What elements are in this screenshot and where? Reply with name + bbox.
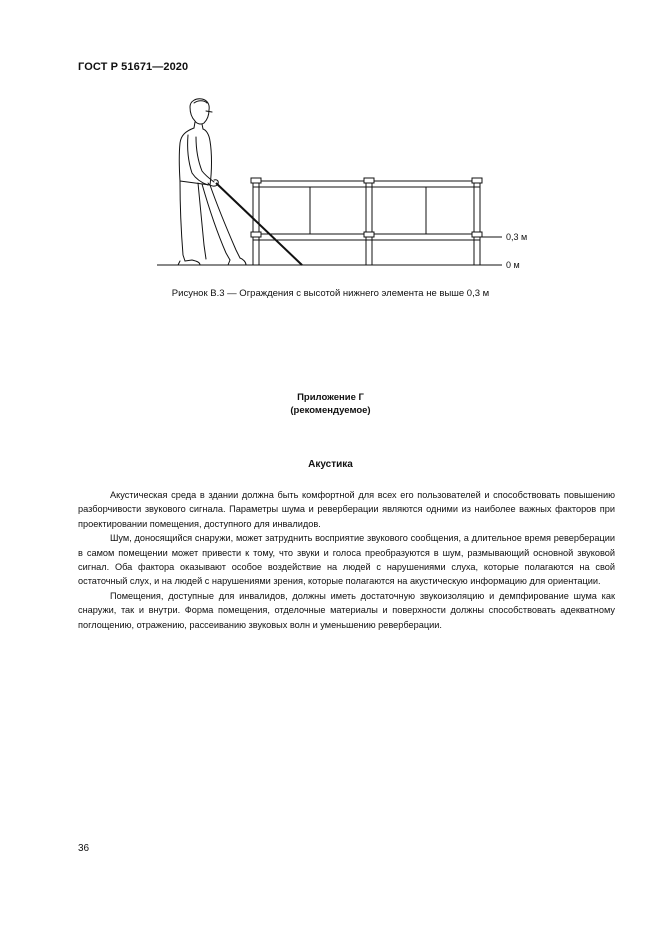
- figure-drawing: [150, 95, 540, 280]
- page-number: 36: [78, 843, 90, 854]
- paragraph: Акустическая среда в здании должна быть комфортной для всех его пользователей и способствовать повышению разборчивости звукового сигнала. Параметры шума и реверберации являются одними из наиболее важных факторов при проектировании помещения, доступного для инвалидов.: [78, 490, 615, 529]
- section-title: Акустика: [308, 459, 353, 470]
- person-with-cane: [178, 99, 246, 265]
- document-header: ГОСТ Р 51671—2020: [78, 61, 189, 73]
- figure-illustration: [150, 95, 540, 280]
- paragraph: Помещения, доступные для инвалидов, должны иметь достаточную звукоизоляцию и демпфирование шума как снаружи, так и внутри. Форма помещения, отделочные материалы и поверхности должны способствовать адекватному поглощению, отражению, рассеиванию звуковых волн и уменьшению реверберации.: [78, 590, 615, 630]
- appendix-subtitle: (рекомендуемое): [290, 405, 371, 416]
- appendix-title: Приложение Г: [297, 392, 364, 403]
- figure-caption: Рисунок В.3 — Ограждения с высотой нижнего элемента не выше 0,3 м: [171, 288, 490, 299]
- label-0m: 0 м: [506, 260, 520, 270]
- paragraph: Шум, доносящийся снаружи, может затруднить восприятие звукового сообщения, а длительное время реверберации в самом помещении может привести к тому, что звуки и голоса преобразуются в шум, размывающий основной звуковой сигнал. Оба фактора оказывают особое воздействие на людей с нарушениями слуха, которые полагаются на свой остаточный слух, и на людей с нарушениями зрения, которые полагаются на акустическую информацию для ориентации.: [78, 533, 615, 587]
- appendix-heading: [0, 391, 661, 417]
- label-03m: 0,3 м: [506, 232, 528, 242]
- body-text: [78, 488, 615, 632]
